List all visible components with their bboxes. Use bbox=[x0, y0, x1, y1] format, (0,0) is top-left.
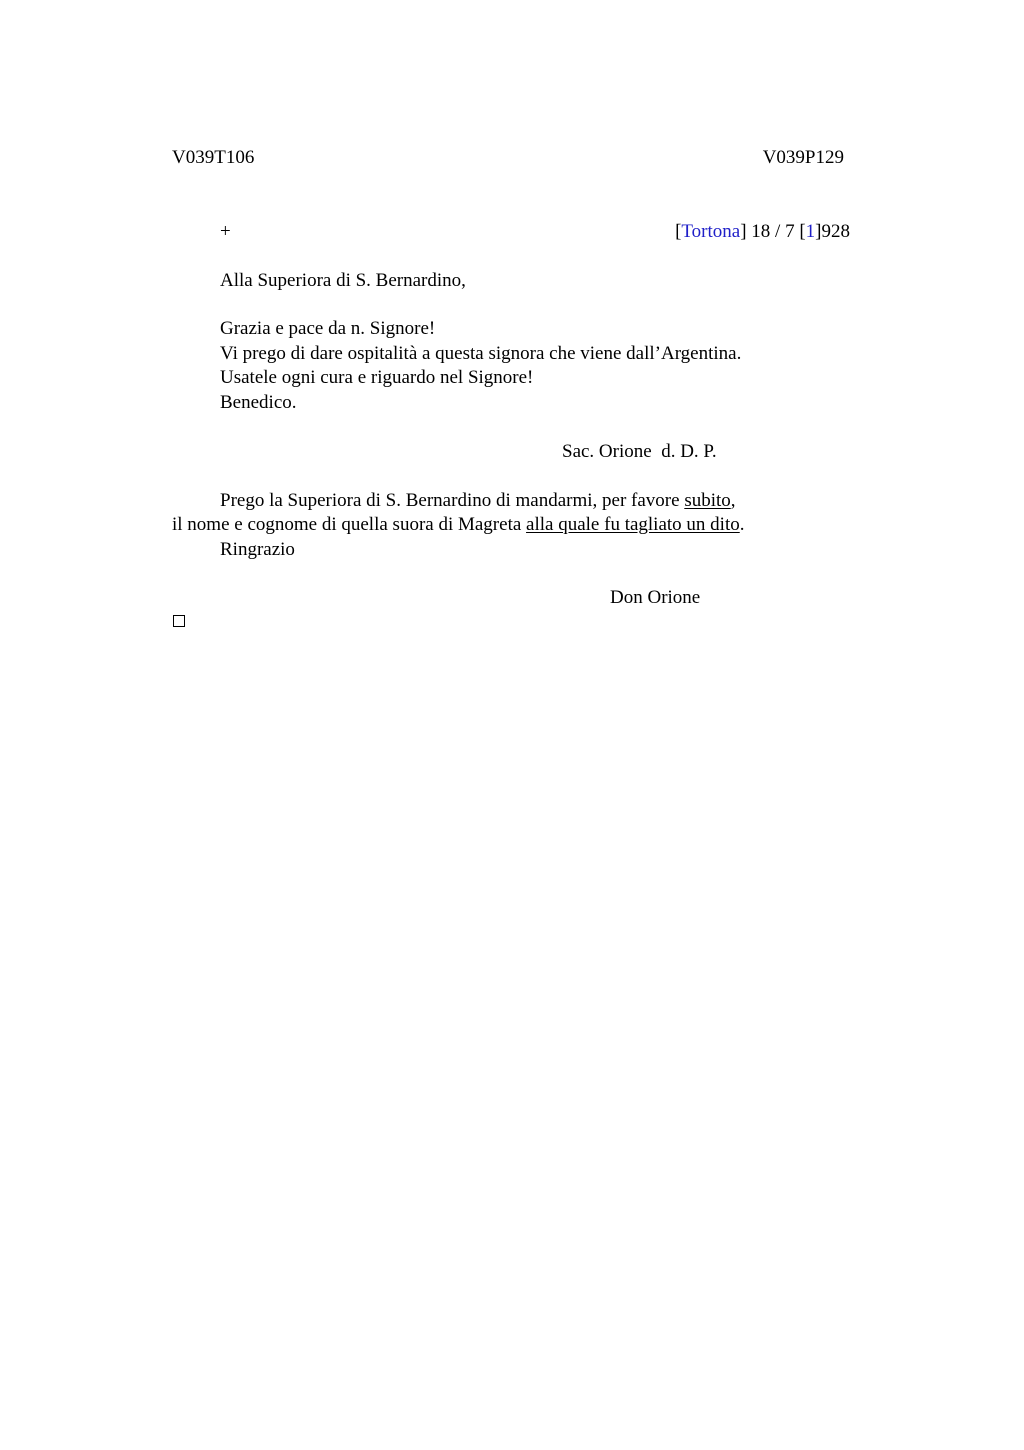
year-rest: ]928 bbox=[815, 221, 850, 242]
year-digit: 1 bbox=[805, 221, 816, 242]
dateline bbox=[675, 220, 850, 244]
postscript-punct: . bbox=[739, 514, 745, 535]
cross-symbol: + bbox=[220, 221, 231, 242]
end-marker-checkbox-icon bbox=[173, 615, 185, 627]
postscript-line-1 bbox=[220, 489, 736, 513]
date-text: ] 18 / 7 [ bbox=[740, 221, 806, 242]
signature-don-orione: Don Orione bbox=[610, 587, 701, 608]
letter-line: Grazia e pace da n. Signore! bbox=[220, 318, 436, 339]
document-code-left: V039T106 bbox=[172, 147, 255, 168]
postscript-text: il nome e cognome di quella suora di Magreta bbox=[172, 514, 527, 535]
letter-line: Vi prego di dare ospitalità a questa signora che viene dall’Argentina. bbox=[220, 343, 742, 364]
underlined-phrase: alla quale fu tagliato un dito bbox=[526, 514, 740, 535]
salutation: Alla Superiora di S. Bernardino, bbox=[220, 270, 466, 291]
document-code-right: V039P129 bbox=[762, 147, 844, 168]
postscript-punct: , bbox=[730, 490, 736, 511]
underlined-word: subito bbox=[684, 490, 731, 511]
letter-line: Usatele ogni cura e riguardo nel Signore! bbox=[220, 367, 534, 388]
place-name: Tortona bbox=[681, 221, 741, 242]
bracket-open: [ bbox=[675, 221, 682, 242]
letter-line: Benedico. bbox=[220, 392, 297, 413]
postscript-text: Prego la Superiora di S. Bernardino di mandarmi, per favore bbox=[220, 490, 685, 511]
thanks-line: Ringrazio bbox=[220, 539, 295, 560]
signature-sac-orione: Sac. Orione d. D. P. bbox=[562, 441, 717, 462]
postscript-line-2 bbox=[172, 513, 744, 537]
